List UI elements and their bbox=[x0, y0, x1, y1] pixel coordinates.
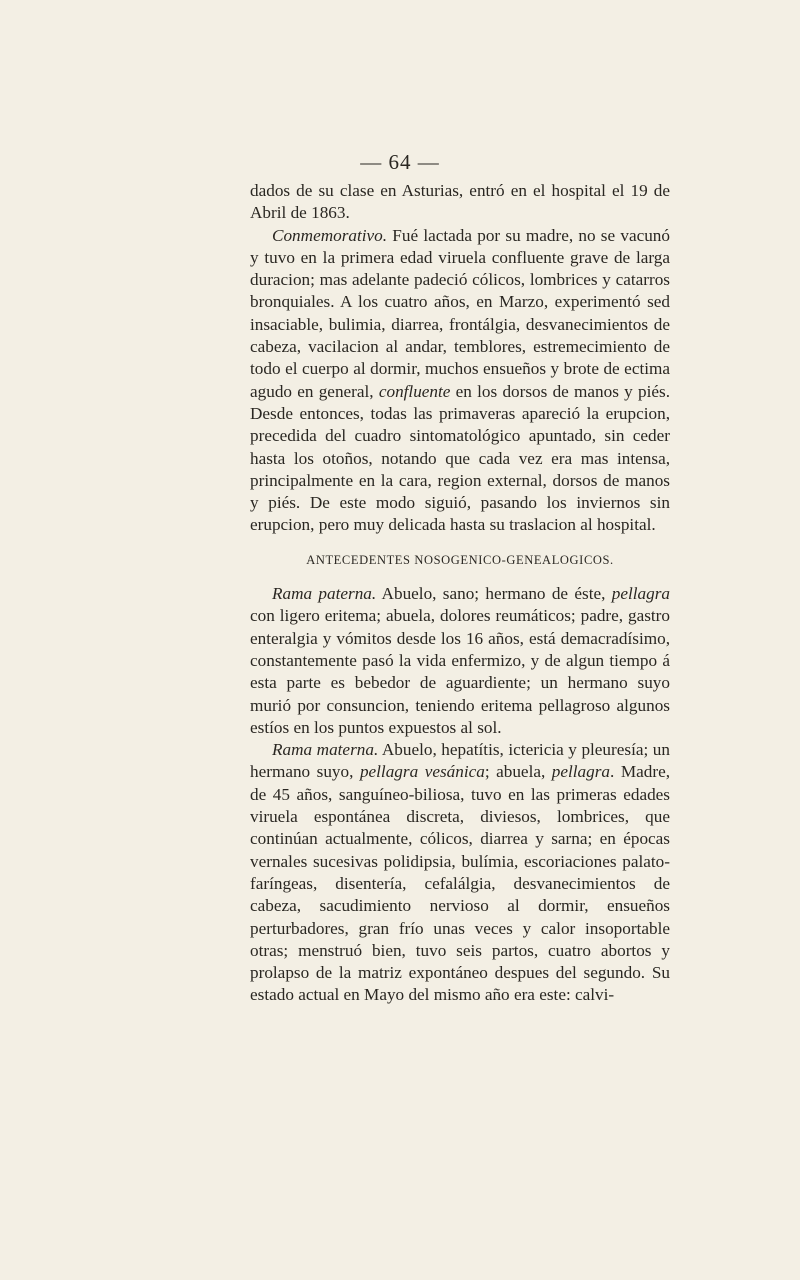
paragraph-rama-materna bbox=[250, 739, 670, 1007]
paragraph-intro: dados de su clase en Asturias, entró en el hospital el 19 de Abril de 1863. bbox=[250, 181, 670, 223]
paragraph-conmemorativo bbox=[250, 225, 670, 537]
rama-materna-text-b: ; abuela, bbox=[484, 762, 552, 782]
rama-paterna-text-a: Abuelo, sano; hermano de éste, bbox=[376, 584, 612, 604]
page-number: — 64 — bbox=[360, 150, 440, 174]
rama-materna-text-a: Abuelo, hepatítis, ictericia y pleuresía; un hermano suyo, bbox=[250, 740, 670, 782]
conmemorativo-text-a: Fué lactada por su madre, no se vacunó y tuvo en la primera edad viruela confluente grave de larga duracion; mas adelante padeció cólicos, lombrices y catarros bronquiales. A los cuatro años, en Marzo, experimentó sed insaciable, bulimia, diarrea, frontálgia, desvanecimientos de cabeza, vacilacion al andar, temblores, estremecimiento de todo el cuerpo al dormir, muchos ensueños y brote de ectima agudo en general, bbox=[250, 225, 670, 401]
paragraph-rama-paterna bbox=[250, 583, 670, 739]
pellagra-vesanica-term: pellagra vesánica bbox=[359, 762, 485, 782]
pellagra-term: pellagra bbox=[611, 584, 670, 604]
body-text bbox=[250, 180, 670, 1007]
conmemorativo-label: Conmemorativo. bbox=[272, 225, 388, 245]
rama-materna-label: Rama materna. bbox=[272, 740, 379, 760]
rama-materna-text-c: . Madre, de 45 años, sanguíneo-biliosa, tuvo en las primeras edades viruela espontánea discreta, diviesos, lombrices, que continúan actualmente, cólicos, diarrea y sarna; en épocas vernales sucesivas polidipsia, bulímia, escoriaciones palato-faríngeas, disentería, cefalálgia, desvanecimientos de cabeza, sacudimiento nervioso al dormir, ensueños perturbadores, gran frío unas veces y calor insoportable otras; menstruó bien, tuvo seis partos, cuatro abortos y prolapso de la matriz expontáneo despues del segundo. Su estado actual en Mayo del mismo año era este: calvi- bbox=[250, 762, 670, 1005]
confluente-term: confluente bbox=[378, 381, 451, 401]
section-heading: ANTECEDENTES NOSOGENICO-GENEALOGICOS. bbox=[306, 552, 614, 567]
rama-paterna-text-b: con ligero eritema; abuela, dolores reumáticos; padre, gastro enteralgia y vómitos desde los 16 años, está demacradísimo, constantemente pasó la vida enfermizo, y de algun tiempo á esta parte es bebedor de aguardiente; un hermano suyo murió por consuncion, teniendo eritema pellagroso algunos estíos en los puntos expuestos al sol. bbox=[250, 606, 670, 737]
pellagra-term-2: pellagra bbox=[551, 762, 611, 782]
conmemorativo-text-b: en los dorsos de manos y piés. Desde entonces, todas las primaveras apareció la erupcion, precedida del cuadro sintomatológico apuntado, sin ceder hasta los otoños, notando que cada vez era mas intensa, principalmente en la cara, region external, dorsos de manos y piés. De este modo siguió, pasando los inviernos sin erupcion, pero muy delicada hasta su traslacion al hospital. bbox=[250, 381, 670, 535]
rama-paterna-label: Rama paterna. bbox=[272, 584, 377, 604]
